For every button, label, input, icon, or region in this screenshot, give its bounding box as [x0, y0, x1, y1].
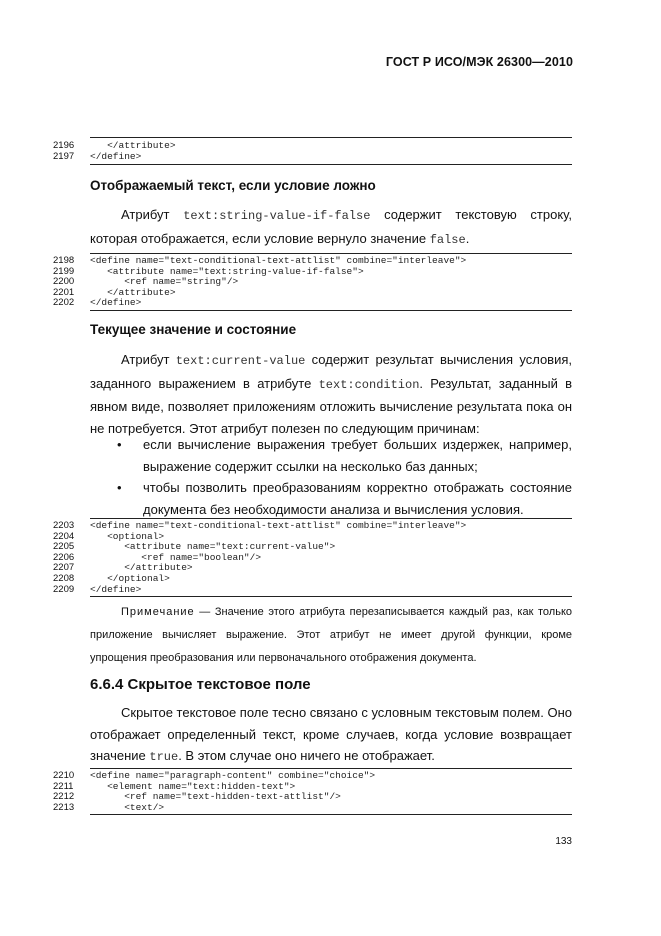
code-text: <attribute name="text:string-value-if-false"> — [90, 265, 364, 277]
note-text: — Значение этого атрибута перезаписывается каждый раз, как только приложение вычисляет выражение. Этот атрибут не имеет другой функции, кроме упрощения преобразования или первоначального отображения документа. — [90, 606, 572, 664]
text: . Результат, заданный в явном виде, позволяет приложениям отложить вычисление результата пока он не потребуется. Этот атрибут полезен по следующим причинам: — [90, 375, 573, 436]
code-line — [53, 801, 572, 814]
page-header: ГОСТ Р ИСО/МЭК 26300—2010 — [385, 55, 573, 69]
line-number: 2199 — [53, 265, 75, 277]
code-block-2203 — [53, 518, 572, 597]
section-heading-false-text: Отображаемый текст, если условие ложно — [90, 178, 376, 193]
code-text: <attribute name="text:current-value"> — [90, 541, 336, 553]
bullet-icon: • — [117, 437, 122, 452]
line-number: 2200 — [53, 276, 75, 288]
code-text: </define> — [90, 297, 142, 309]
section-heading-current-value: Текущее значение и состояние — [90, 322, 297, 337]
line-number: 2203 — [53, 520, 75, 531]
code-text: <define name="text-conditional-text-attlist" combine="interleave"> — [90, 255, 467, 266]
code-text: <ref name="text-hidden-text-attlist"/> — [90, 791, 341, 803]
code-line — [53, 572, 572, 585]
code-text: <optional> — [90, 530, 165, 542]
code-line — [53, 140, 572, 152]
code-text: <define name="text-conditional-text-attlist" combine="interleave"> — [90, 520, 467, 531]
code-text: <ref name="boolean"/> — [90, 551, 262, 563]
bullet-icon: • — [117, 480, 122, 495]
line-number: 2196 — [53, 140, 75, 151]
text: . — [465, 230, 470, 246]
code-block-2210 — [53, 768, 572, 815]
value-literal: false — [429, 232, 466, 247]
section-heading-hidden-text: 6.6.4 Скрытое текстовое поле — [90, 676, 311, 693]
code-text: <element name="text:hidden-text"> — [90, 780, 296, 792]
code-block-2196 — [53, 137, 572, 165]
paragraph-hidden-text — [90, 702, 572, 769]
text: Атрибут — [121, 207, 184, 222]
line-number: 2208 — [53, 572, 75, 584]
line-number: 2210 — [53, 770, 75, 781]
code-text: <text/> — [90, 801, 165, 813]
code-text: </optional> — [90, 572, 170, 584]
text: содержит текстовую строку, которая отображается, если условие вернуло значение — [90, 207, 572, 246]
code-line — [53, 297, 572, 309]
code-text: </define> — [90, 583, 142, 595]
page-number: 133 — [555, 836, 572, 847]
line-number: 2205 — [53, 541, 75, 553]
line-number: 2202 — [53, 297, 75, 309]
text: . В этом случае оно ничего не отображает. — [178, 748, 435, 763]
text: содержит результат вычисления условия, заданного выражением в атрибуте — [90, 352, 572, 391]
code-text: </attribute> — [90, 562, 193, 574]
line-number: 2207 — [53, 562, 75, 574]
line-number: 2212 — [53, 791, 75, 803]
line-number: 2211 — [53, 780, 74, 792]
code-block-2198 — [53, 253, 572, 311]
line-number: 2204 — [53, 530, 75, 542]
code-line — [53, 583, 572, 596]
value-literal: true — [149, 750, 179, 764]
code-line — [53, 770, 572, 782]
line-number: 2201 — [53, 286, 75, 298]
code-line — [53, 520, 572, 532]
line-number: 2198 — [53, 255, 75, 266]
line-number: 2197 — [53, 150, 75, 162]
code-text: </attribute> — [90, 286, 176, 298]
line-number: 2213 — [53, 801, 75, 813]
note-label: Примечание — [121, 606, 195, 618]
attribute-name: text:string-value-if-false — [183, 209, 371, 223]
code-line — [53, 255, 572, 267]
code-line — [53, 150, 572, 163]
code-text: <ref name="string"/> — [90, 276, 239, 288]
code-text: </attribute> — [90, 140, 176, 151]
note-paragraph — [90, 601, 572, 670]
line-number: 2206 — [53, 551, 75, 563]
paragraph-current-value — [90, 349, 572, 439]
attribute-name: text:condition — [318, 377, 420, 392]
code-line — [53, 286, 572, 299]
text: Атрибут — [121, 352, 176, 367]
attribute-name: text:current-value — [175, 354, 306, 368]
bullet-text: чтобы позволить преобразованиям корректно отображать состояние документа без необходимости анализа и вычисления условия. — [143, 480, 572, 517]
code-text: <define name="paragraph-content" combine="choice"> — [90, 770, 376, 781]
text: Скрытое текстовое поле тесно связано с условным текстовым полем. Оно отображает определенный текст, кроме случаев, когда условие возвращает значение — [90, 705, 572, 763]
bullet-text: если вычисление выражения требует больших издержек, например, выражение содержит ссылки на несколько баз данных; — [143, 437, 572, 474]
paragraph-false-text — [90, 204, 572, 251]
code-text: </define> — [90, 150, 142, 162]
line-number: 2209 — [53, 583, 75, 595]
